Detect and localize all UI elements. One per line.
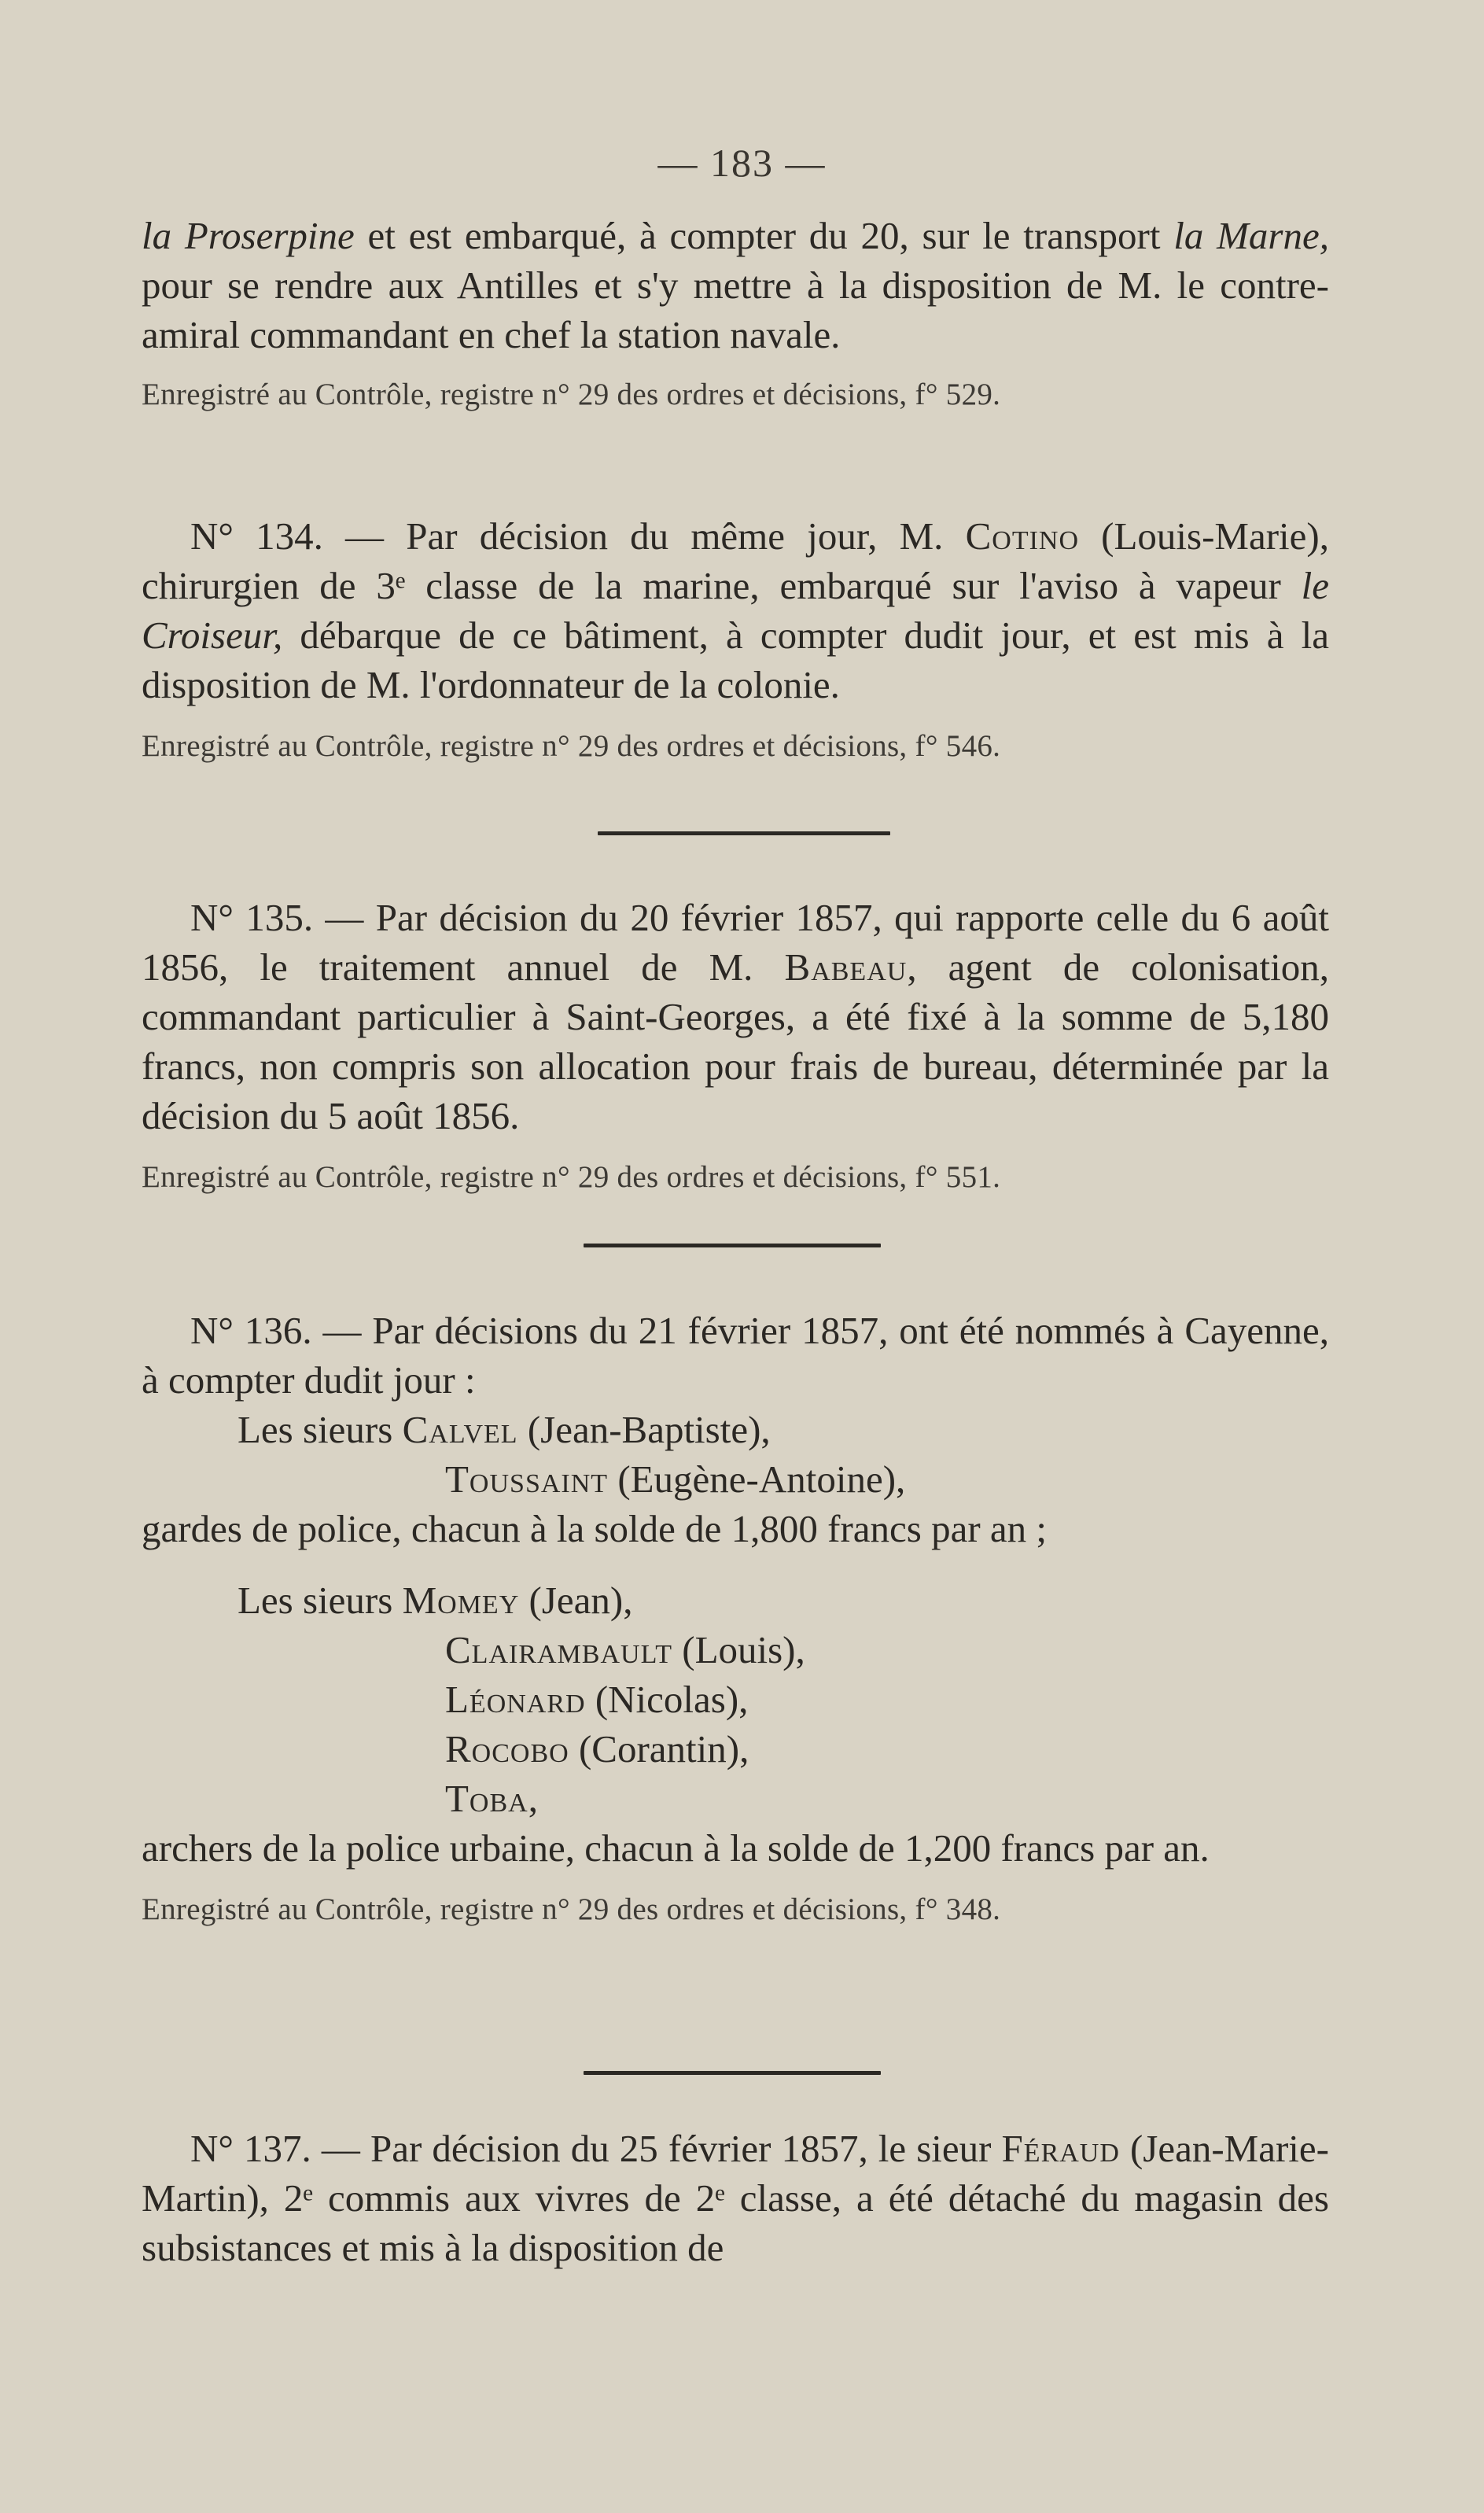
person-name: Calvel [402,1408,518,1451]
top-paragraph-block [142,211,1329,415]
top-paragraph [142,211,1329,359]
section-divider [584,2071,881,2075]
decision-137 [142,2124,1329,2272]
paragraph-text: pour se rendre aux Antilles et s'y mettre à la disposition de M. le contre-amiral commandant en chef la station navale. [142,263,1329,356]
appointee-line [142,1405,1329,1454]
section-divider [598,831,890,835]
decision-135-text [142,893,1329,1140]
paragraph-text: débarque de ce bâtiment, à compter dudit jour, et est mis à la disposition de M. l'ordonnateur de la colonie. [142,614,1329,706]
decision-136 [142,1306,1329,1929]
appointee-line [142,1675,1329,1724]
page-number: — 183 — [657,141,827,185]
section-divider [584,1244,881,1247]
decision-134 [142,511,1329,766]
given-names: (Jean), [519,1579,633,1622]
decision-137-text [142,2124,1329,2272]
decision-134-text [142,511,1329,709]
person-name: Toba [445,1777,528,1820]
list-prefix: Les sieurs [238,1579,403,1622]
appointee-line [142,1724,1329,1774]
paragraph-text: N° 137. — Par décision du 25 février 1857, le sieur [190,2127,1002,2170]
given-names: (Eugène-Antoine), [608,1457,906,1501]
person-name: Cotino [965,514,1080,558]
paragraph-text: (Jean-Marie-Martin), 2ᵉ commis aux vivres de 2ᵉ classe, a été détaché du magasin des subsistances et mis à la disposition de [142,2127,1329,2269]
paragraph-text: N° 135. — Par décision du 20 février 1857, qui rapporte celle du 6 août 1856, le traitement annuel de M. [142,896,1329,989]
list-prefix: Les sieurs [238,1408,403,1451]
paragraph-text: N° 134. — Par décision du même jour, M. [190,514,966,558]
appointment-role: gardes de police, chacun à la solde de 1,800 francs par an ; [142,1507,1048,1550]
paragraph-text: (Louis-Marie), chirurgien de 3ᵉ classe de la marine, embarqué sur l'aviso à vapeur [142,514,1329,607]
paragraph-text: et est embarqué, à compter du 20, sur le transport [354,214,1174,257]
person-name: Clairambault [445,1628,672,1671]
registration-note: Enregistré au Contrôle, registre n° 29 des ordres et décisions, f° 348. [142,1892,1001,1926]
ship-name: la Marne, [1173,214,1329,257]
given-names: (Jean-Baptiste), [517,1408,771,1451]
given-names: , [528,1777,538,1820]
registration-note: Enregistré au Contrôle, registre n° 29 des ordres et décisions, f° 529. [142,378,1001,411]
appointee-line [142,1625,1329,1675]
appointee-line [142,1774,1329,1823]
person-name: Toussaint [445,1457,609,1501]
person-name: Féraud [1001,2127,1120,2170]
paragraph-text: , agent de colonisation, commandant particulier à Saint-Georges, a été fixé à la somme de 5,180 francs, non compris son allocation pour frais de bureau, déterminée par la décision du 5 août 1856. [142,945,1329,1137]
registration-note: Enregistré au Contrôle, registre n° 29 des ordres et décisions, f° 546. [142,729,1001,763]
given-names: (Louis), [672,1628,805,1671]
decision-136-text: N° 136. — Par décisions du 21 février 1857, ont été nommés à Cayenne, à compter dudit jour : [142,1309,1329,1402]
given-names: (Corantin), [569,1727,749,1771]
ship-name: le Croiseur, [142,564,1329,657]
appointee-line [142,1575,1329,1625]
appointment-role: archers de la police urbaine, chacun à la solde de 1,200 francs par an. [142,1826,1210,1870]
ship-name: la Proserpine [142,214,355,257]
person-name: Momey [402,1579,520,1622]
person-name: Léonard [445,1678,586,1721]
person-name: Rocobo [445,1727,569,1771]
given-names: (Nicolas), [585,1678,749,1721]
decision-135 [142,893,1329,1197]
appointee-line [142,1454,1329,1504]
person-name: Babeau [784,945,908,989]
registration-note: Enregistré au Contrôle, registre n° 29 des ordres et décisions, f° 551. [142,1160,1001,1194]
